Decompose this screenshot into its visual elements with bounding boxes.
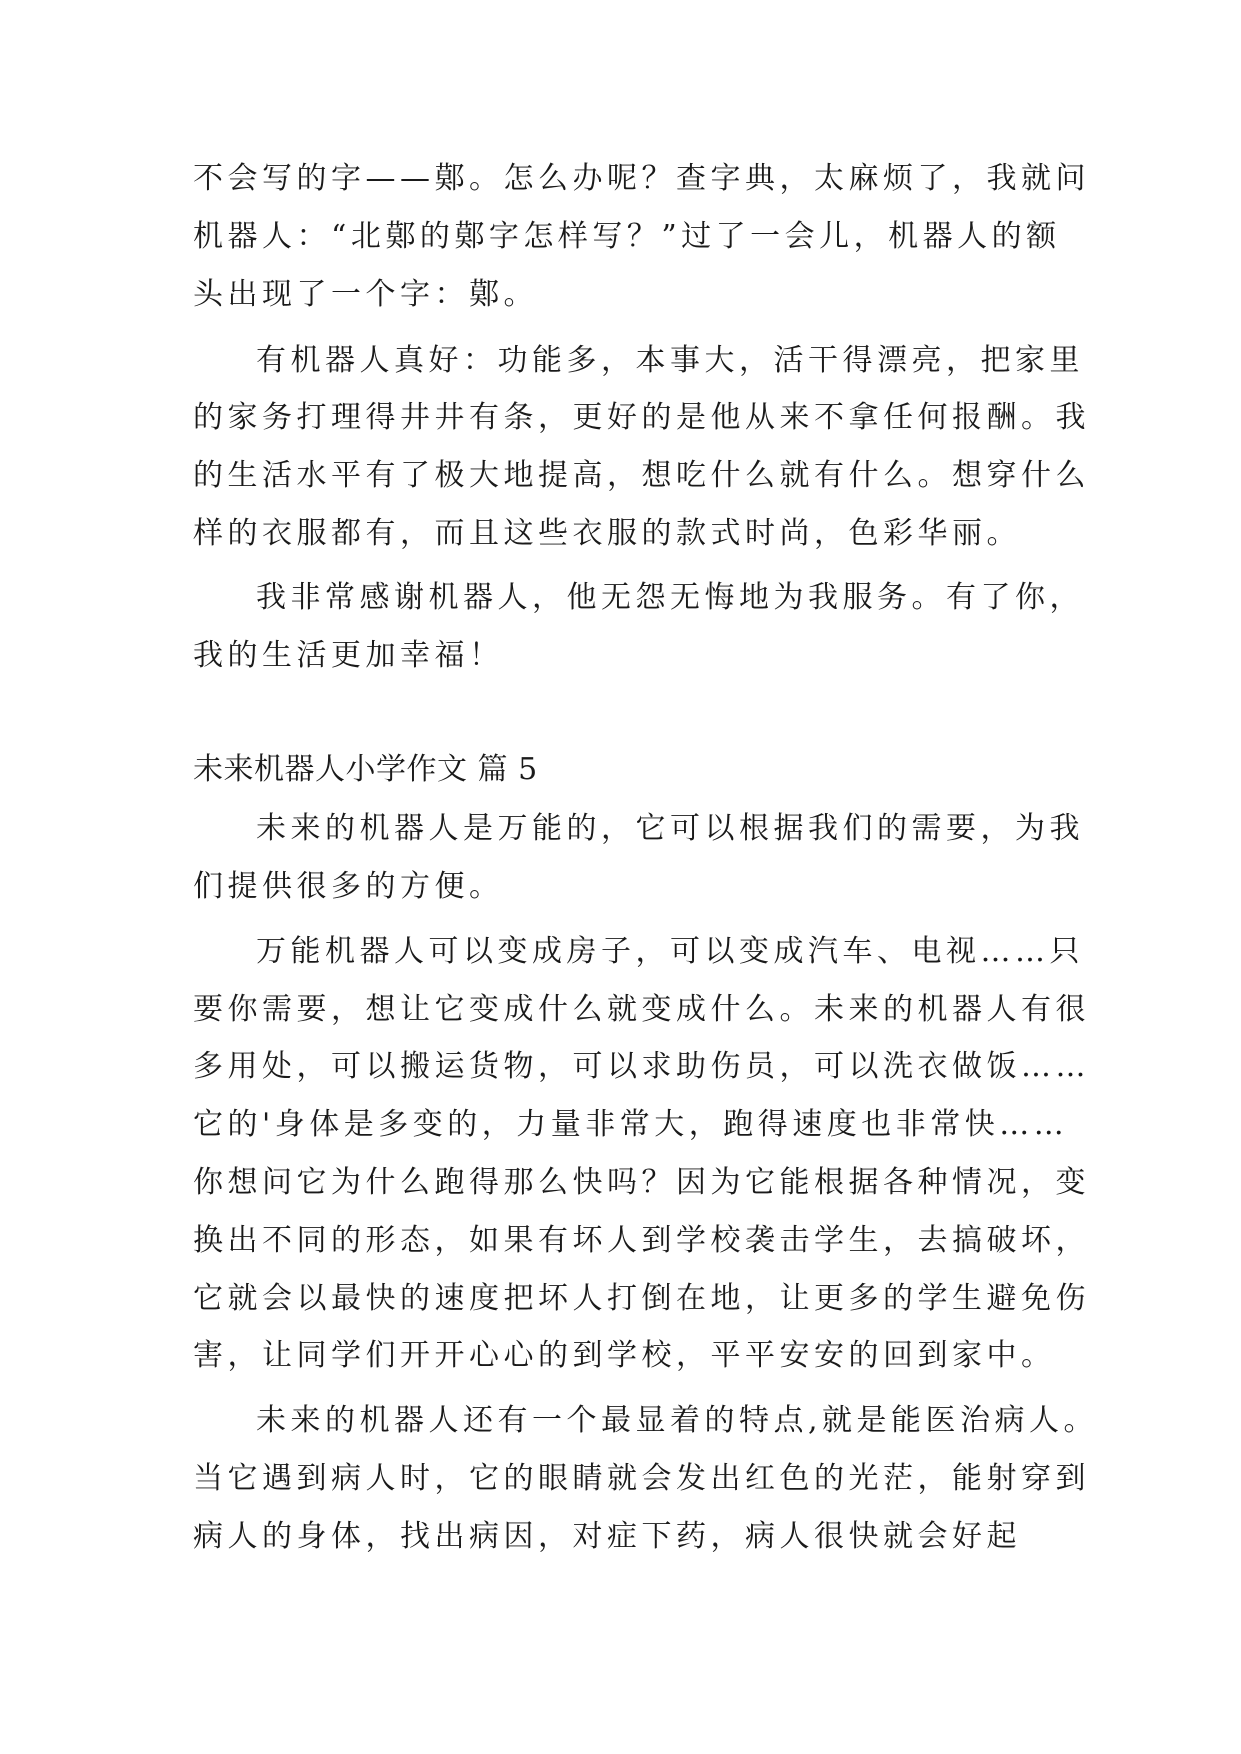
text-line: 害，让同学们开开心心的到学校，平平安安的回到家中。 — [193, 1338, 1056, 1373]
text-line: 你想问它为什么跑得那么快吗？因为它能根据各种情况，变 — [193, 1165, 1090, 1200]
text-line: 万能机器人可以变成房子，可以变成汽车、电视……只 — [256, 934, 1084, 969]
text-line: 样的衣服都有，而且这些衣服的款式时尚，色彩华丽。 — [193, 516, 1021, 551]
text-line: 们提供很多的方便。 — [193, 869, 504, 904]
text-line: 我非常感谢机器人，他无怨无悔地为我服务。有了你， — [256, 580, 1084, 615]
text-line: 未来的机器人还有一个最显着的特点,就是能医治病人。 — [256, 1403, 1099, 1438]
text-line: 的家务打理得井井有条，更好的是他从来不拿任何报酬。我 — [193, 400, 1090, 435]
section-heading: 未来机器人小学作文 篇 5 — [193, 752, 538, 787]
text-line: 未来的机器人是万能的，它可以根据我们的需要，为我 — [256, 811, 1084, 846]
text-line: 它的'身体是多变的，力量非常大，跑得速度也非常快…… — [193, 1107, 1069, 1142]
text-line: 多用处，可以搬运货物，可以求助伤员，可以洗衣做饭…… — [193, 1049, 1090, 1084]
text-line: 当它遇到病人时，它的眼睛就会发出红色的光茫，能射穿到 — [193, 1461, 1090, 1496]
text-line: 有机器人真好：功能多，本事大，活干得漂亮，把家里 — [256, 343, 1084, 378]
text-line: 的生活水平有了极大地提高，想吃什么就有什么。想穿什么 — [193, 458, 1090, 493]
text-line: 要你需要，想让它变成什么就变成什么。未来的机器人有很 — [193, 992, 1090, 1027]
text-line: 我的生活更加幸福！ — [193, 638, 504, 673]
text-line: 头出现了一个字：鄚。 — [193, 277, 538, 312]
text-line: 病人的身体，找出病因，对症下药，病人很快就会好起 — [193, 1519, 1021, 1554]
text-line: 它就会以最快的速度把坏人打倒在地，让更多的学生避免伤 — [193, 1281, 1090, 1316]
text-line: 换出不同的形态，如果有坏人到学校袭击学生，去搞破坏， — [193, 1223, 1090, 1258]
text-line: 机器人：“北鄚的鄚字怎样写？”过了一会儿，机器人的额 — [193, 219, 1061, 254]
text-line: 不会写的字——鄚。怎么办呢？查字典，太麻烦了，我就问 — [193, 161, 1090, 196]
